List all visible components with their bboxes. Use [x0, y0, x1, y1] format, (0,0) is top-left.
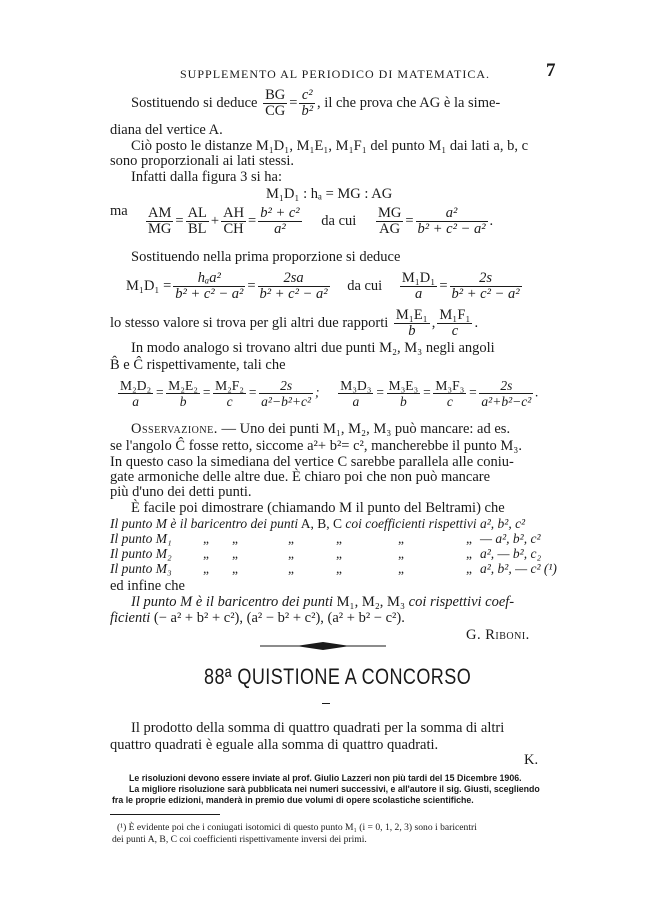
- fraction: [146, 206, 173, 237]
- numerator: 2s: [259, 378, 313, 394]
- text-line: ed infine che: [110, 578, 185, 594]
- text: — Uno dei punti M₁, M₂, M₃ può mancare: ad es.: [217, 421, 511, 437]
- ditto-mark: „: [336, 561, 342, 576]
- numerator: M₂D₂: [120, 378, 152, 393]
- running-header: SUPPLEMENTO AL PERIODICO DI MATEMATICA.: [180, 67, 491, 81]
- denominator: b² + c² − a²: [259, 286, 328, 302]
- equation: M₁D₁ = $\frac{\text{hₐa²}}{\text{b² + c² − a²}}$ = $\frac{2sa}{\text{b² + c² − a²}}$ da cui $\frac{\text{M₁D₁}}{a}$ = $\frac{2s}{\text{b² + c² − a²}}$: [126, 270, 520, 302]
- denominator: MG: [148, 221, 172, 237]
- denominator: a: [352, 394, 360, 409]
- text: A, B, C: [298, 516, 346, 531]
- signature: G. Riboni.: [466, 627, 530, 643]
- fraction: [258, 206, 301, 237]
- text-line: Sostituendo nella prima proporzione si deduce: [131, 249, 401, 265]
- question-title: 88ª QUISTIONE A CONCORSO: [204, 664, 472, 689]
- numerator: MG: [377, 205, 402, 221]
- denominator: CH: [223, 221, 244, 237]
- fraction: [416, 206, 488, 237]
- text-line: In questo caso la simediana del vertice C sarebbe parallela alle coniu-: [110, 454, 514, 470]
- denominator: b: [400, 394, 407, 409]
- ditto-mark: „: [288, 531, 294, 546]
- numerator: AL: [187, 205, 207, 221]
- text-line: Infatti dalla figura 3 si ha:: [131, 169, 282, 185]
- numerator: AM: [148, 205, 172, 221]
- numerator: M₂F₂: [215, 378, 245, 393]
- numerator: 2s: [479, 378, 533, 394]
- equation: $\frac{\text{M₂D₂}}{a}$ = $\frac{\text{M₂E₂}}{b}$ = $\frac{\text{M₂F₂}}{c}$ = $\frac{2s}{\text{a²−b²+c²}}$ ; $\frac{\text{M₃D₃}}{a}$ = $\frac{\text{M₃E₃}}{b}$ = $\frac{\text{M₃F₃}}{c}$ = $\frac{2s}{\text{a²+b²−c²}}$ .: [120, 378, 539, 409]
- denominator: c: [226, 394, 233, 409]
- fraction: [258, 271, 330, 302]
- text-line: [131, 421, 510, 438]
- text: , il che prova che AG è la sime-: [317, 94, 501, 111]
- text-line: sono proporzionali ai lati stessi.: [110, 153, 295, 169]
- question-text: Il prodotto della somma di quattro quadrati per la somma di altri: [131, 720, 505, 736]
- fraction: [299, 88, 315, 119]
- fraction: [338, 378, 373, 409]
- coefficients: — a², b², c²: [480, 531, 541, 546]
- fraction: [186, 206, 209, 237]
- text: a², b², c²: [476, 516, 526, 531]
- ditto-mark: „: [336, 546, 342, 561]
- coefficients: a², b², — c² (¹): [480, 561, 557, 576]
- notice-line: Le risoluzioni devono essere inviate al prof. Giulio Lazzeri non più tardi del 15 Dicembre 1906.: [129, 773, 522, 783]
- text-line: lo stesso valore si trova per gli altri due rapporti $\frac{\text{M₁E₁}}{b}$ , $\frac{\text{M₁F₁}}{c}$ .: [110, 307, 479, 339]
- text-line: se l'angolo Ĉ fosse retto, siccome a²+ b²= c², mancherebbe il punto M₃.: [110, 438, 522, 454]
- table-row: [110, 531, 172, 547]
- denominator: a²: [274, 221, 286, 237]
- table-row: [110, 546, 172, 562]
- numerator: M₁E₁: [395, 307, 428, 323]
- observation-label: Osservazione.: [131, 421, 218, 437]
- ornament-divider: [258, 641, 388, 651]
- denominator: c: [451, 323, 459, 339]
- fraction: [166, 378, 200, 409]
- numerator: a²: [416, 206, 488, 222]
- fraction: [173, 271, 245, 302]
- fraction: [387, 378, 421, 409]
- ditto-mark: „: [203, 531, 209, 546]
- numerator: c²: [299, 88, 315, 104]
- denominator: b: [408, 323, 416, 339]
- notice-line: La migliore risoluzione sarà pubblicata nei numeri successivi, e all'autore il sig. Giusti, scegliendo: [129, 784, 540, 794]
- text: da cui: [347, 277, 383, 294]
- text-line: È facile poi dimostrare (chiamando M il punto del Beltrami) che: [131, 500, 505, 516]
- numerator: BG: [265, 87, 286, 103]
- ditto-mark: „: [466, 546, 472, 561]
- denominator: b²: [301, 103, 314, 119]
- equation: $\frac{AM}{MG}$ = $\frac{AL}{BL}$ + $\frac{AH}{CH}$ = $\frac{\text{b² + c²}}{\text{a²}}$ da cui $\frac{MG}{AG}$ = $\frac{\text{a²}}{\text{b² + c² − a²}}$ .: [148, 205, 494, 237]
- denominator: a²−b²+c²: [261, 394, 312, 409]
- denominator: b² + c² − a²: [175, 286, 244, 302]
- page-number: 7: [546, 60, 556, 81]
- question-text: quattro quadrati è eguale alla somma di quattro quadrati.: [110, 737, 439, 753]
- text-line: [131, 88, 500, 119]
- row-label: Il punto M₃: [110, 561, 172, 576]
- ditto-mark: „: [203, 561, 209, 576]
- table-row: [110, 516, 525, 532]
- ditto-mark: „: [466, 561, 472, 576]
- row-label: Il punto M₁: [110, 531, 172, 546]
- ditto-mark: „: [232, 561, 238, 576]
- text: M₁D₁ =: [126, 277, 172, 294]
- fraction: [400, 271, 437, 302]
- fraction: [118, 378, 153, 409]
- numerator: b² + c²: [260, 205, 300, 221]
- ditto-mark: „: [232, 546, 238, 561]
- text-line: più d'uno dei detti punti.: [110, 484, 252, 500]
- numerator: M₂E₂: [168, 378, 198, 393]
- fraction: [450, 271, 522, 302]
- denominator: a²+b²−c²: [481, 394, 532, 409]
- text: (− a² + b² + c²), (a² − b² + c²), (a² + b² − c²).: [150, 610, 405, 626]
- numerator: M₁F₁: [439, 307, 471, 323]
- denominator: b² + c² − a²: [451, 286, 520, 302]
- text: da cui: [321, 212, 357, 229]
- denominator: a: [414, 286, 423, 302]
- equation: M₁D₁ : hₐ = MG : AG: [266, 186, 393, 202]
- fraction: [221, 206, 246, 237]
- row-label: Il punto M₂: [110, 546, 172, 561]
- notice-line: fra le proprie edizioni, manderà in premio due volumi di opere scolastiche scientifiche.: [112, 795, 474, 805]
- fraction: [263, 88, 287, 119]
- fraction: [259, 378, 313, 409]
- footnote-rule: [110, 814, 220, 815]
- denominator: b² + c² − a²: [417, 221, 486, 237]
- ditto-mark: „: [288, 546, 294, 561]
- text-line: B̂ e Ĉ rispettivamente, tali che: [110, 357, 286, 373]
- title-rule: [322, 703, 330, 704]
- question-author: K.: [524, 752, 539, 768]
- text: Il punto M è il baricentro dei punti: [110, 516, 299, 531]
- denominator: b: [179, 394, 187, 409]
- ditto-mark: „: [398, 531, 404, 546]
- text-line: gate armoniche delle altre due. È chiaro poi che non può mancare: [110, 469, 491, 485]
- text: lo stesso valore si trova per gli altri due rapporti: [110, 314, 389, 331]
- ditto-mark: „: [336, 531, 342, 546]
- text-line: Ciò posto le distanze M₁D₁, M₁E₁, M₁F₁ del punto M₁ dai lati a, b, c: [131, 138, 529, 154]
- text: Sostituendo si deduce: [131, 94, 258, 111]
- numerator: 2sa: [258, 271, 330, 287]
- fraction: [394, 308, 430, 339]
- ditto-mark: „: [203, 546, 209, 561]
- text: ficienti: [110, 610, 151, 626]
- coefficients: a², — b², c₂: [480, 546, 542, 561]
- denominator: CG: [265, 103, 286, 119]
- denominator: BL: [187, 221, 207, 237]
- ditto-mark: „: [398, 546, 404, 561]
- text-line: [131, 594, 514, 611]
- text: coi rispettivi coef-: [408, 594, 515, 610]
- fraction: [376, 206, 403, 237]
- text: coi coefficienti rispettivi: [345, 516, 477, 531]
- numerator: M₃F₃: [435, 378, 465, 393]
- denominator: a: [132, 394, 139, 409]
- denominator: c: [446, 394, 453, 409]
- text-line: diana del vertice A.: [110, 122, 223, 138]
- text-line: In modo analogo si trovano altri due punti M₂, M₃ negli angoli: [131, 340, 495, 356]
- ditto-mark: „: [288, 561, 294, 576]
- text: M₁, M₂, M₃: [333, 594, 409, 610]
- fraction: [213, 378, 246, 409]
- denominator: AG: [379, 221, 401, 237]
- ditto-mark: „: [232, 531, 238, 546]
- table-row: [110, 561, 172, 577]
- ditto-mark: „: [466, 531, 472, 546]
- numerator: M₃D₃: [340, 378, 372, 393]
- numerator: M₁D₁: [401, 270, 436, 286]
- fraction: [433, 378, 466, 409]
- text-line: ma: [110, 203, 128, 219]
- numerator: M₃E₃: [388, 378, 419, 393]
- fraction: [437, 308, 472, 339]
- footnote: dei punti A, B, C coi coefficienti rispettivamente inversi dei primi.: [112, 834, 367, 845]
- numerator: 2s: [450, 271, 522, 287]
- ditto-mark: „: [398, 561, 404, 576]
- text: Il punto M è il baricentro dei punti: [131, 594, 334, 610]
- numerator: AH: [223, 205, 245, 221]
- text-line: [110, 610, 405, 627]
- fraction: [479, 378, 533, 409]
- numerator: hₐa²: [173, 271, 245, 287]
- equals: =: [289, 94, 298, 111]
- footnote: (¹) È evidente poi che i coniugati isotomici di questo punto M₁ (i = 0, 1, 2, 3) sono i baricentri: [117, 822, 477, 833]
